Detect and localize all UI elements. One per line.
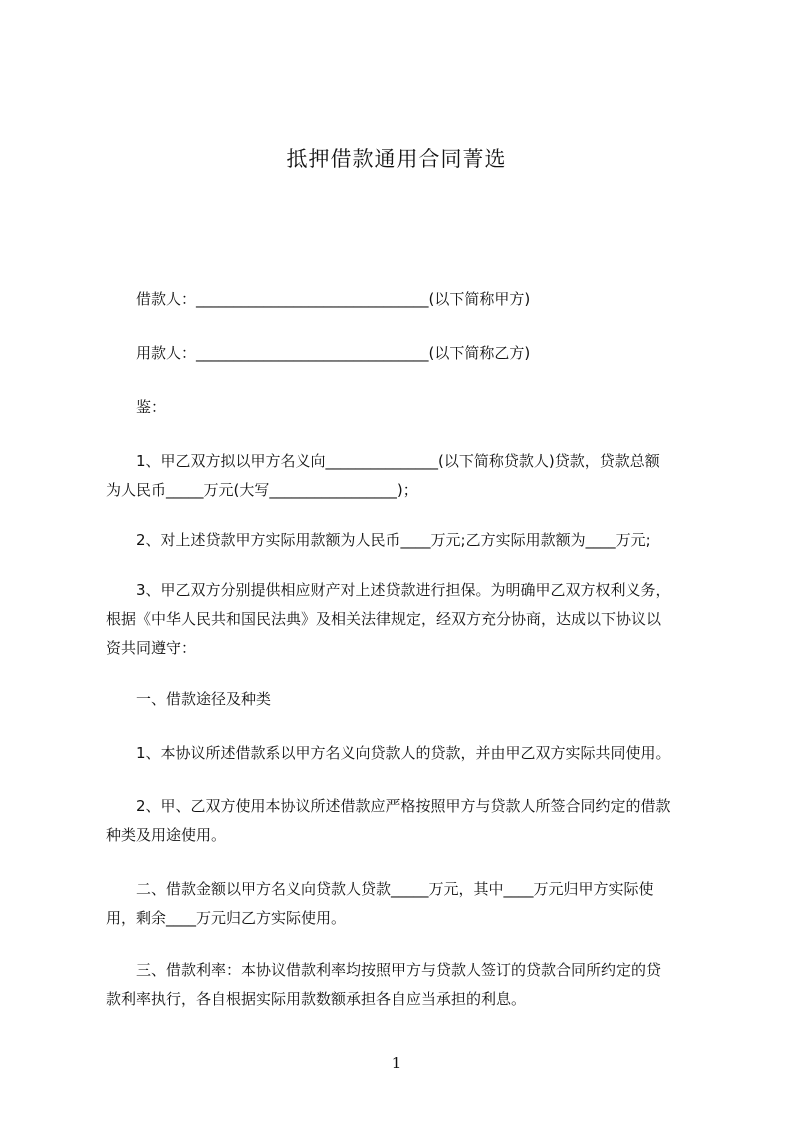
paragraph-clause-1 [106,447,706,505]
paragraph-line: 3、甲乙双方分别提供相应财产对上述贷款进行担保。为明确甲乙双方权利义务， [106,581,671,599]
paragraph-line: 资共同遵守： [106,639,197,657]
paragraph-line: 2、甲、乙双方使用本协议所述借款应严格按照甲方与贷款人所签合同约定的借款 [106,797,671,815]
paragraph-section-3 [106,956,706,1014]
paragraph-line: 1、本协议所述借款系以甲方名义向贷款人的贷款，并由甲乙双方实际共同使用。 [106,744,671,762]
paragraph-clause-3 [106,576,706,663]
paragraph-borrower [106,285,706,314]
paragraph-line: 二、借款金额以甲方名义向贷款人贷款_____万元，其中____万元归甲方实际使 [106,880,654,898]
paragraph-line: 用，剩余____万元归乙方实际使用。 [106,909,347,927]
document-title: 抵押借款通用合同菁选 [286,147,507,171]
paragraph-line: 1、甲乙双方拟以甲方名义向_______________(以下简称贷款人)贷款，贷款总额 [106,452,660,470]
paragraph-line: 种类及用途使用。 [106,826,227,844]
paragraph-section-1-item-2 [106,792,706,850]
paragraph-whereas [106,393,706,422]
paragraph-user [106,339,706,368]
paragraph-line: 款利率执行，各自根据实际用款数额承担各自应当承担的利息。 [106,990,527,1008]
paragraph-line: 2、对上述贷款甲方实际用款额为人民币____万元;乙方实际用款额为____万元; [106,531,651,549]
paragraph-section-1-item-1 [106,739,706,768]
page-number: 1 [391,1054,402,1072]
paragraph-clause-2 [106,526,706,555]
paragraph-line: 三、借款利率：本协议借款利率均按照甲方与贷款人签订的贷款合同所约定的贷 [106,961,662,979]
paragraph-section-2 [106,875,706,933]
paragraph-line: 一、借款途径及种类 [106,690,272,708]
section-heading-1 [106,685,706,714]
paragraph-line: 根据《中华人民共和国民法典》及相关法律规定，经双方充分协商，达成以下协议以 [106,610,662,628]
paragraph-line: 用款人：_______________________________(以下简称乙方) [106,344,531,362]
paragraph-line: 鉴： [106,398,167,416]
paragraph-line: 借款人：_______________________________(以下简称甲方) [106,290,531,308]
paragraph-line: 为人民币_____万元(大写_________________)； [106,481,418,499]
